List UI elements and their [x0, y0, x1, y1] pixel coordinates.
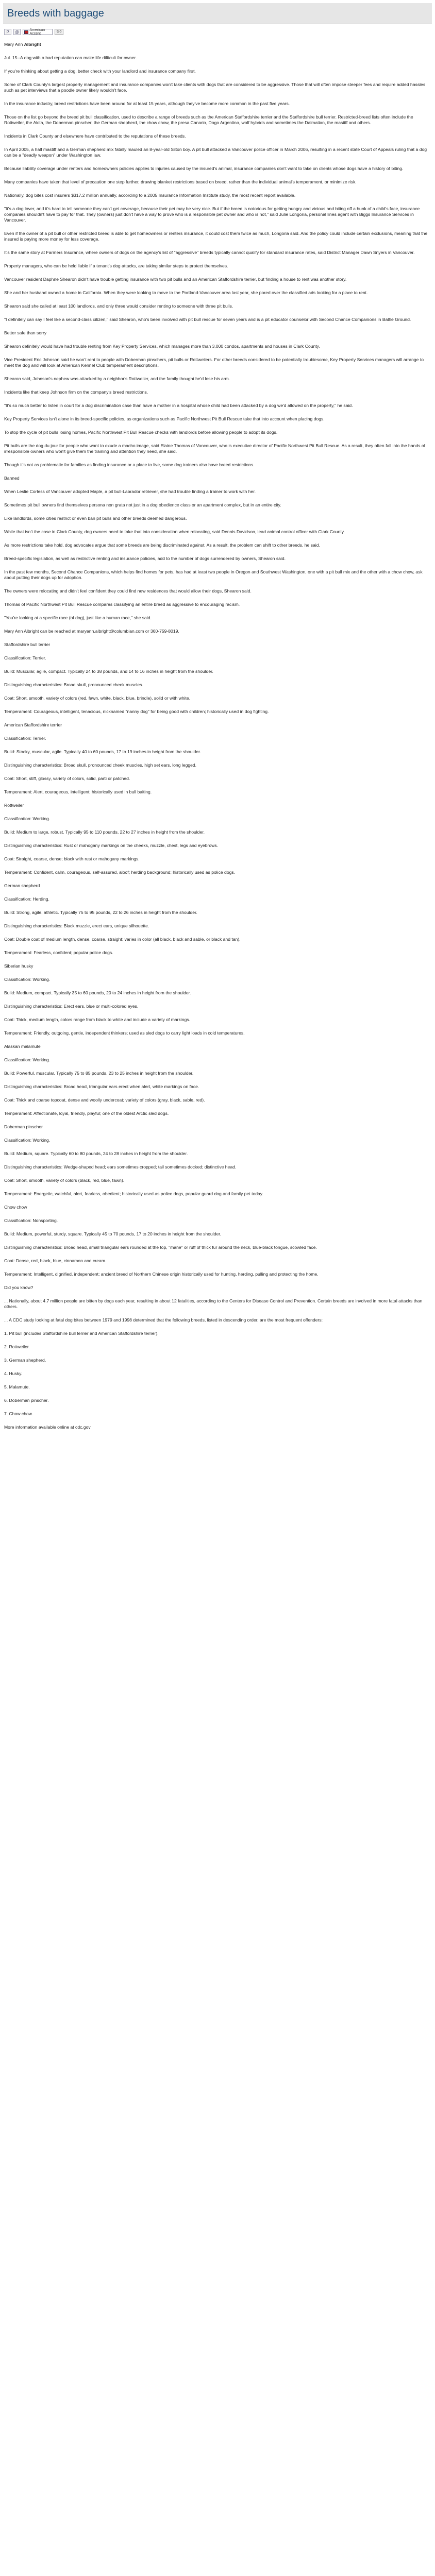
- paragraph: Doberman pinscher: [4, 1124, 43, 1129]
- paragraph: Coat: Straight, coarse, dense; black with rust or mahogany markings.: [4, 856, 140, 861]
- email-icon[interactable]: @: [13, 29, 21, 35]
- paragraph: In April 2005, a half mastiff and a German shepherd mix fatally mauled an 8-year-old Silton boy. A pit bull attacked a Vancouver police officer in March 2006, resulting in a recent state Court of Appeals ruling that a dog can be a "deadly weapon" under Washington law.: [4, 147, 427, 158]
- paragraph: Build: Medium, square. Typically 60 to 80 pounds, 24 to 28 inches in height from the shoulder.: [4, 1151, 188, 1156]
- paragraph: Banned: [4, 476, 20, 481]
- paragraph: While that isn't the case in Clark County, dog owners need to take that into consideration when relocating, said Dennis Davidson, lead animal control officer with Clark County.: [4, 529, 345, 534]
- paragraph: Coat: Short, smooth, variety of colors (red, fawn, white, black, blue, brindle), solid or with white.: [4, 696, 191, 701]
- paragraph: Thomas of Pacific Northwest Pit Bull Rescue compares classifying an entire breed as aggressive to encouraging racism.: [4, 602, 240, 607]
- print-icon[interactable]: P: [4, 29, 11, 35]
- paragraph: Distinguishing characteristics: Broad head, small triangular ears rounded at the top, "mane" or ruff of thick fur around the neck, blue-black tongue, scowled face.: [4, 1245, 317, 1250]
- paragraph: Rottweiler: [4, 803, 24, 808]
- paragraph: Build: Medium, powerful, sturdy, square. Typically 45 to 70 pounds, 17 to 20 inches in height from the shoulder.: [4, 1231, 222, 1236]
- paragraph: Build: Medium, compact. Typically 35 to 60 pounds, 20 to 24 inches in height from the shoulder.: [4, 990, 191, 995]
- paragraph: Temperament: Confident, calm, courageous, self-assured, aloof; herding background; historically used as police dogs.: [4, 870, 236, 875]
- byline-prefix: Mary Ann: [4, 42, 24, 47]
- paragraph: Even if the owner of a pit bull or other restricted breed is able to get homeowners or renters insurance, it could cost them twice as much, Longoria said. And the policy could include certain exclusions, meaning that the insured is paying more money for less coverage.: [4, 231, 428, 242]
- paragraph: When Leslie Corless of Vancouver adopted Maple, a pit bull-Labrador retriever, she had trouble finding a trainer to work with her.: [4, 489, 256, 494]
- paragraph: Coat: Dense, red, black, blue, cinnamon and cream.: [4, 1258, 107, 1263]
- paragraph: ... A CDC study looking at fatal dog bites between 1979 and 1998 determined that the following breeds, listed in descending order, are the most frequent offenders:: [4, 1317, 323, 1323]
- paragraph: 3. German shepherd.: [4, 1358, 46, 1363]
- flag-icon: [24, 30, 28, 34]
- paragraph: In the past few months, Second Chance Companions, which helps find homes for pets, has had at least two people in Oregon and Southwest Washington, one with a pit bull mix and the other with a chow chow, ask about putting their dogs up for adoption.: [4, 569, 423, 580]
- paragraph: Mary Ann Albright can be reached at maryann.albright@columbian.com or 360-759-8019.: [4, 629, 179, 634]
- paragraph: Property managers, who can be held liable if a tenant's dog attacks, are taking similar steps to protect themselves.: [4, 263, 228, 268]
- paragraph: If you're thinking about getting a dog, better check with your landlord and insurance company first.: [4, 69, 196, 74]
- paragraph: Shearon said, Johnson's nephew was attacked by a neighbor's Rottweiler, and the family thought he'd lose his arm.: [4, 376, 230, 381]
- paragraph: 1. Pit bull (includes Staffordshire bull terrier and American Staffordshire terrier).: [4, 1331, 159, 1336]
- paragraph: Distinguishing characteristics: Wedge-shaped head; ears sometimes cropped; tail sometimes docked; distinctive head.: [4, 1164, 237, 1170]
- paragraph: ... Nationally, about 4.7 million people are bitten by dogs each year, resulting in about 12 fatalities, according to the Centers for Disease Control and Prevention. Certain breeds are involved in more fatal attacks than others.: [4, 1298, 423, 1309]
- toolbar: [4, 28, 431, 36]
- paragraph: Though it's not as problematic for families as finding insurance or a place to live, some dog trainers also have breed restrictions.: [4, 462, 255, 467]
- paragraph: Coat: Thick, medium length, colors range from black to white and include a variety of markings.: [4, 1017, 190, 1022]
- paragraph: Vancouver resident Daphne Shearon didn't have trouble getting insurance with two pit bulls and an American Staffordshire terrier, but finding a house to rent was another story.: [4, 277, 347, 282]
- paragraph: Temperament: Courageous, intelligent, tenacious, nicknamed "nanny dog" for being good with children; historically used in dog fighting.: [4, 709, 269, 714]
- paragraph: Sometimes pit bull owners find themselves persona non grata not just in a dog obedience class or an apartment complex, but in an entire city.: [4, 502, 281, 507]
- paragraph: Build: Stocky, muscular, agile. Typically 40 to 60 pounds, 17 to 19 inches in height from the shoulder.: [4, 749, 201, 754]
- paragraph: Temperament: Intelligent, dignified, independent; ancient breed of Northern Chinese origin historically used for hunting, herding, pulling and protecting the home.: [4, 1272, 319, 1277]
- paragraph: Did you know?: [4, 1285, 34, 1290]
- paragraph: Classification: Terrier.: [4, 655, 46, 660]
- byline-name: Albright: [24, 42, 41, 47]
- language-select[interactable]: [23, 29, 53, 35]
- page-title: Breeds with baggage: [7, 7, 104, 19]
- paragraph: Key Property Services isn't alone in its breed-specific policies, as organizations such as Pacific Northwest Pit Bull Rescue take that into account when placing dogs.: [4, 416, 325, 421]
- header: [3, 3, 432, 24]
- paragraph: Many companies have taken that level of precaution one step further, drawing blanket restrictions based on breed, rather than the individual animal's temperament, or minimize risk.: [4, 179, 357, 184]
- paragraph: In the insurance industry, breed restrictions have been around for at least 15 years, although they've become more common in the past five years.: [4, 101, 290, 106]
- paragraph: 4. Husky.: [4, 1371, 23, 1376]
- paragraph: Staffordshire bull terrier: [4, 642, 51, 647]
- paragraph: More information available online at cdc.gov: [4, 1425, 91, 1430]
- paragraph: Incidents in Clark County and elsewhere have contributed to the reputations of these breeds.: [4, 133, 186, 139]
- paragraph: Classification: Working.: [4, 816, 51, 821]
- paragraph: German shepherd: [4, 883, 40, 888]
- paragraph: To stop the cycle of pit bulls losing homes, Pacific Northwest Pit Bull Rescue checks with landlords before allowing people to adopt its dogs.: [4, 430, 278, 435]
- paragraph: Because liability coverage under renters and homeowners policies applies to injuries caused by the insured's animal, insurance companies don't want to take on clients whose dogs have a history of biting.: [4, 166, 404, 171]
- paragraph: Classification: Nonsporting.: [4, 1218, 58, 1223]
- paragraph: "It's so much better to listen in court for a dog discrimination case than have a mother in a hospital whose child had been attacked by a dog we'd allowed on the property," he said.: [4, 403, 353, 408]
- paragraph: American Staffordshire terrier: [4, 722, 62, 727]
- paragraph: Classification: Working.: [4, 977, 51, 982]
- paragraph: Distinguishing characteristics: Erect ears, blue or multi-colored eyes.: [4, 1004, 139, 1009]
- paragraph: Coat: Short, smooth, variety of colors (black, red, blue, fawn).: [4, 1178, 125, 1183]
- paragraph: Temperament: Fearless, confident; popular police dogs.: [4, 950, 113, 955]
- paragraph: Temperament: Alert, courageous, intelligent; historically used in bull baiting.: [4, 789, 152, 794]
- paragraph: It's the same story at Farmers Insurance, where owners of dogs on the agency's list of "aggressive" breeds typically cannot qualify for standard insurance rates, said District Manager Dawn Snyers in Vancouver.: [4, 250, 415, 255]
- paragraph: Distinguishing characteristics: Broad skull, pronounced cheek muscles, high set ears, long legged.: [4, 762, 197, 768]
- paragraph: Coat: Double coat of medium length, dense, coarse, straight; varies in color (all black, black and sable, or black and tan).: [4, 937, 241, 942]
- paragraph: "I definitely can say I feel like a second-class citizen," said Shearon, who's been involved with pit bull rescue for seven years and is a pit educator counselor with Second Chance Companions in Battle Ground.: [4, 317, 411, 322]
- paragraph: Some of Clark County's largest property management and insurance companies won't take clients with dogs that are considered to be aggressive. Those that will often impose steeper fees and require added hassles such as pet interviews that a poodle owner likely wouldn't face.: [4, 82, 426, 93]
- paragraph: Chow chow: [4, 1205, 27, 1210]
- language-value: American Accent: [29, 28, 45, 36]
- paragraph: "You're looking at a specific race (of dog), just like a human race," she said.: [4, 615, 152, 620]
- paragraph: Siberian husky: [4, 963, 34, 969]
- paragraph: Those on the list go beyond the breed pit bull classification, used to describe a range of breeds such as the American Staffordshire terrier and the Staffordshire bull terrier. Restricted-breed lists often include the Rottweiler, the Akita, the Doberman pinscher, the German shepherd, the chow chow, the presa Canario, Dogo Argentino, wolf hybrids and sometimes the Dalmatian, the mastiff and others.: [4, 114, 413, 125]
- paragraph: Alaskan malamute: [4, 1044, 41, 1049]
- paragraph: 5. Malamute.: [4, 1384, 30, 1389]
- paragraph: "It's a dog lover, and it's hard to tell someone they can't get coverage, because their pet may be very nice. But if the breed is notorious for getting hungry and vicious and biting off a hunk of a child's face, insurance companies shouldn't have to pay for that. They (owners) just don't have a way to prove who is a responsible pet owner and who is not," said Julie Longoria, personal lines agent with Biggs Insurance Services in Vancouver.: [4, 206, 420, 223]
- go-button[interactable]: Go: [55, 29, 63, 35]
- paragraph: Coat: Short, stiff, glossy, variety of colors, solid, parti or patched.: [4, 776, 130, 781]
- paragraph: Like landlords, some cities restrict or even ban pit bulls and other breeds deemed dangerous.: [4, 516, 187, 521]
- paragraph: Temperament: Energetic, watchful, alert, fearless, obedient; historically used as police dogs, popular guard dog and family pet today.: [4, 1191, 263, 1196]
- paragraph: Coat: Thick and coarse topcoat, dense and woolly undercoat; variety of colors (gray, black, sable, red).: [4, 1097, 205, 1103]
- article-body: [4, 42, 431, 1430]
- paragraph: Distinguishing characteristics: Broad head, triangular ears erect when alert, white markings on face.: [4, 1084, 199, 1089]
- paragraph: Nationally, dog bites cost insurers $317.2 million annually, according to a 2005 Insurance Information Institute study, the most recent report available.: [4, 193, 296, 198]
- paragraph: Distinguishing characteristics: Broad skull, pronounced cheek muscles.: [4, 682, 143, 687]
- paragraph: Shearon said she called at least 100 landlords, and only three would consider renting to someone with three pit bulls.: [4, 303, 233, 309]
- paragraph: Breed-specific legislation, as well as restrictive renting and insurance policies, add to the number of dogs surrendered by owners, Shearon said.: [4, 556, 286, 561]
- paragraph: Temperament: Friendly, outgoing, gentle, independent thinkers; used as sled dogs to carry light loads in cold temperatures.: [4, 1030, 245, 1036]
- paragraph: Build: Powerful, muscular. Typically 75 to 85 pounds, 23 to 25 inches in height from the shoulder.: [4, 1071, 194, 1076]
- paragraph-list: [4, 55, 431, 1430]
- paragraph: Pit bulls are the dog du jour for people who want to exude a macho image, said Elaine Thomas of Vancouver, who is executive director of Pacific Northwest Pit Bull Rescue. As a result, they often fall into the hands of irresponsible owners who won't give them the training and attention they need, she said.: [4, 443, 426, 454]
- paragraph: Distinguishing characteristics: Black muzzle, erect ears, unique silhouette.: [4, 923, 149, 928]
- paragraph: The owners were relocating and didn't feel confident they could find new residences that would allow their dogs, Shearon said.: [4, 588, 252, 594]
- paragraph: Build: Strong, agile, athletic. Typically 75 to 95 pounds, 22 to 26 inches in height from the shoulder.: [4, 910, 197, 915]
- paragraph: 2. Rottweiler.: [4, 1344, 30, 1349]
- byline: [4, 42, 431, 47]
- paragraph: Distinguishing characteristics: Rust or mahogany markings on the cheeks, muzzle, chest, legs and eyebrows.: [4, 843, 219, 848]
- paragraph: Classification: Herding.: [4, 896, 49, 902]
- paragraph: As more restrictions take hold, dog advocates argue that some breeds are being discriminated against. As a result, the problem can shift to other breeds, he said.: [4, 543, 320, 548]
- paragraph: Classification: Working.: [4, 1057, 51, 1062]
- paragraph: Incidents like that keep Johnson firm on the company's breed restrictions.: [4, 389, 148, 395]
- paragraph: Classification: Terrier.: [4, 736, 46, 741]
- paragraph: 7. Chow chow.: [4, 1411, 33, 1416]
- paragraph: Temperament: Affectionate, loyal, friendly, playful; one of the oldest Arctic sled dogs.: [4, 1111, 169, 1116]
- paragraph: Jul. 15--A dog with a bad reputation can make life difficult for owner.: [4, 55, 137, 60]
- paragraph: 6. Doberman pinscher.: [4, 1398, 49, 1403]
- paragraph: She and her husband owned a home in California. When they were looking to move to the Portland-Vancouver area last year, she pored over the classified ads looking for a place to rent.: [4, 290, 368, 295]
- paragraph: Classification: Working.: [4, 1138, 51, 1143]
- paragraph: Build: Muscular, agile, compact. Typically 24 to 38 pounds, and 14 to 16 inches in height from the shoulder.: [4, 669, 213, 674]
- paragraph: Vice President Eric Johnson said he won't rent to people with Doberman pinschers, pit bulls or Rottweilers. For other breeds considered to be potentially troublesome, Key Property Services managers will arrange to meet the dog and will look at American Kennel Club temperament descriptions.: [4, 357, 424, 368]
- paragraph: Shearon definitely would have had trouble renting from Key Property Services, which manages more than 3,000 condos, apartments and houses in Clark County.: [4, 344, 320, 349]
- paragraph: Build: Medium to large, robust. Typically 95 to 110 pounds, 22 to 27 inches in height from the shoulder.: [4, 829, 205, 835]
- paragraph: Better safe than sorry: [4, 330, 47, 335]
